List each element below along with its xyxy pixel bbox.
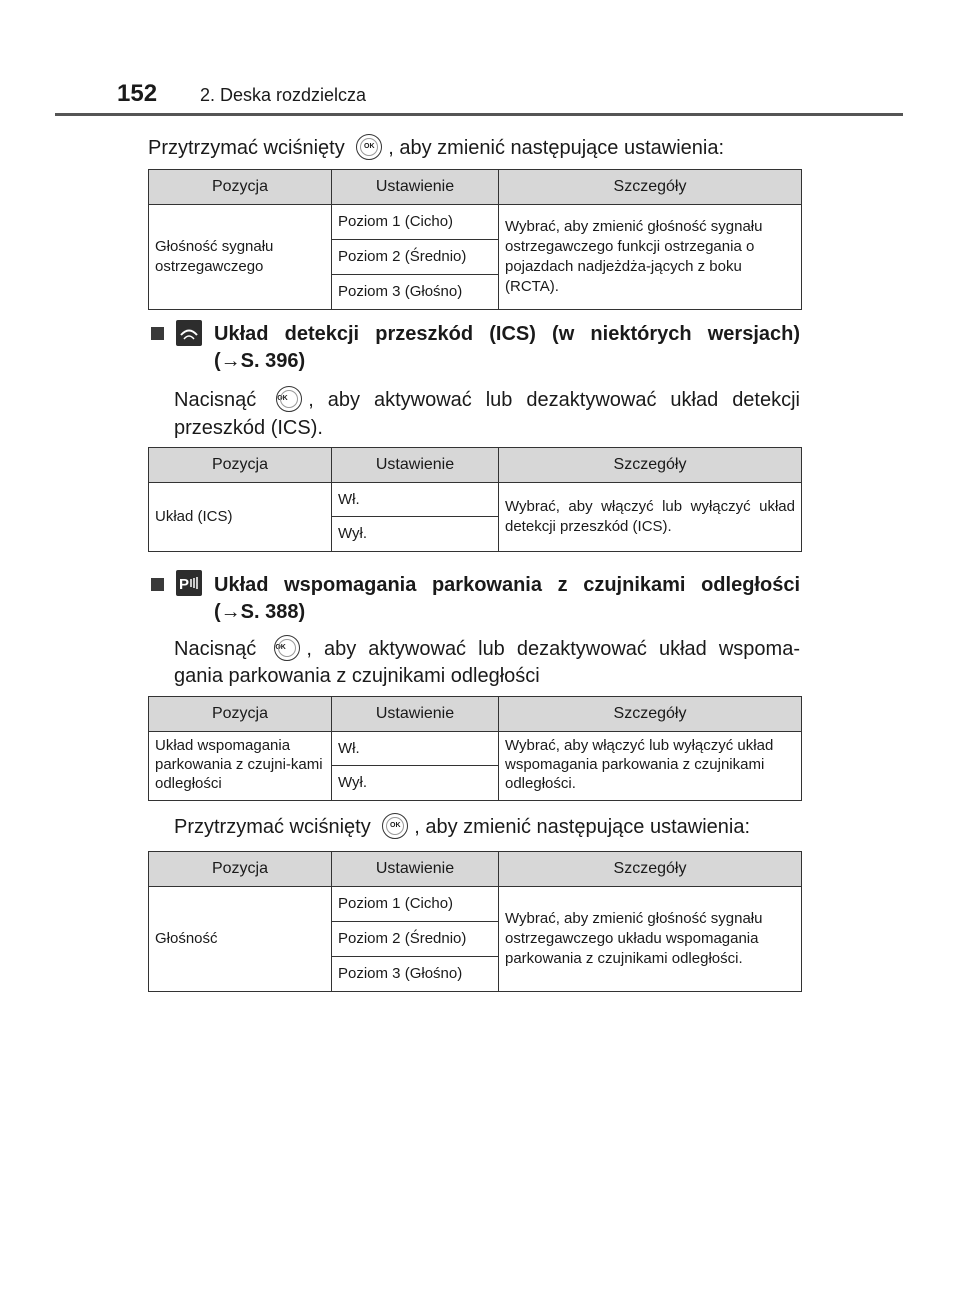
setting-cell: Poziom 3 (Głośno) (332, 957, 499, 992)
page-number: 152 (117, 80, 158, 107)
settings-table-rcta (148, 169, 802, 310)
header-position: Pozycja (149, 448, 332, 483)
parking-sensor-icon (176, 570, 202, 596)
svg-text:P: P (179, 576, 190, 593)
header-details: Szczegóły (499, 170, 802, 205)
page-header (0, 0, 960, 120)
ics-page-ref: (→S. 396) (214, 350, 306, 372)
text: , aby zmienić następujące ustawienia: (414, 816, 751, 838)
intro-paragraph (148, 133, 724, 163)
header-details: Szczegóły (499, 852, 802, 887)
setting-cell: Poziom 1 (Cicho) (332, 887, 499, 922)
text: , aby aktywować lub dezaktywować układ wspoma- (306, 638, 800, 660)
section-title: 2. Deska rozdzielcza (200, 85, 367, 105)
position-cell: Głośność (149, 887, 332, 992)
ok-button-icon: OK (274, 635, 300, 661)
ok-button-icon: OK (382, 813, 408, 839)
text: , aby aktywować lub dezaktywować układ detekcji (308, 389, 800, 411)
parking-text-line1 (174, 634, 800, 664)
section-bullet (151, 578, 164, 591)
setting-cell: Wył. (332, 517, 499, 552)
details-cell: Wybrać, aby włączyć lub wyłączyć układ wspomagania parkowania z czujnikami odległości. (499, 732, 802, 801)
setting-cell: Poziom 1 (Cicho) (332, 205, 499, 240)
details-cell: Wybrać, aby zmienić głośność sygnału ostrzegawczego funkcji ostrzegania o pojazdach nadjeżdża-jących z boku (RCTA). (499, 205, 802, 310)
details-cell: Wybrać, aby zmienić głośność sygnału ostrzegawczego układu wspomagania parkowania z czujnikami odległości. (499, 887, 802, 992)
setting-cell: Poziom 2 (Średnio) (332, 922, 499, 957)
settings-table-parking-volume (148, 851, 802, 992)
setting-cell: Poziom 3 (Głośno) (332, 275, 499, 310)
text: Nacisnąć (174, 389, 257, 411)
setting-cell: Wł. (332, 732, 499, 766)
header-position: Pozycja (149, 852, 332, 887)
ics-text-line2: przeszkód (ICS). (174, 417, 323, 439)
ok-button-icon: OK (356, 134, 382, 160)
ics-text-line1 (174, 385, 800, 415)
header-setting: Ustawienie (332, 852, 499, 887)
header-details: Szczegóły (499, 448, 802, 483)
position-cell: Układ (ICS) (149, 483, 332, 552)
parking-heading: Układ wspomagania parkowania z czujnikami odległości (214, 574, 800, 596)
header-divider (55, 113, 903, 116)
parking-text-line2: gania parkowania z czujnikami odległości (174, 665, 540, 687)
parking-page-ref: (→S. 388) (214, 601, 306, 623)
settings-table-parking (148, 696, 802, 801)
intro-text-start: Przytrzymać wciśnięty (148, 137, 345, 159)
setting-cell: Wł. (332, 483, 499, 517)
setting-cell: Wył. (332, 766, 499, 801)
parking-intro-paragraph (174, 812, 750, 842)
position-cell: Głośność sygnału ostrzegawczego (149, 205, 332, 310)
text: Nacisnąć (174, 638, 257, 660)
ok-button-icon: OK (276, 386, 302, 412)
header-setting: Ustawienie (332, 170, 499, 205)
ics-heading: Układ detekcji przeszkód (ICS) (w niektórych wersjach) (214, 323, 800, 345)
details-cell: Wybrać, aby włączyć lub wyłączyć układ detekcji przeszkód (ICS). (499, 483, 802, 552)
text: Przytrzymać wciśnięty (174, 816, 371, 838)
ics-sensor-icon (176, 320, 202, 346)
setting-cell: Poziom 2 (Średnio) (332, 240, 499, 275)
section-bullet (151, 327, 164, 340)
header-position: Pozycja (149, 170, 332, 205)
settings-table-ics (148, 447, 802, 552)
position-cell: Układ wspomagania parkowania z czujni-kami odległości (149, 732, 332, 801)
header-details: Szczegóły (499, 697, 802, 732)
header-setting: Ustawienie (332, 697, 499, 732)
header-setting: Ustawienie (332, 448, 499, 483)
header-position: Pozycja (149, 697, 332, 732)
intro-text-end: , aby zmienić następujące ustawienia: (388, 137, 725, 159)
